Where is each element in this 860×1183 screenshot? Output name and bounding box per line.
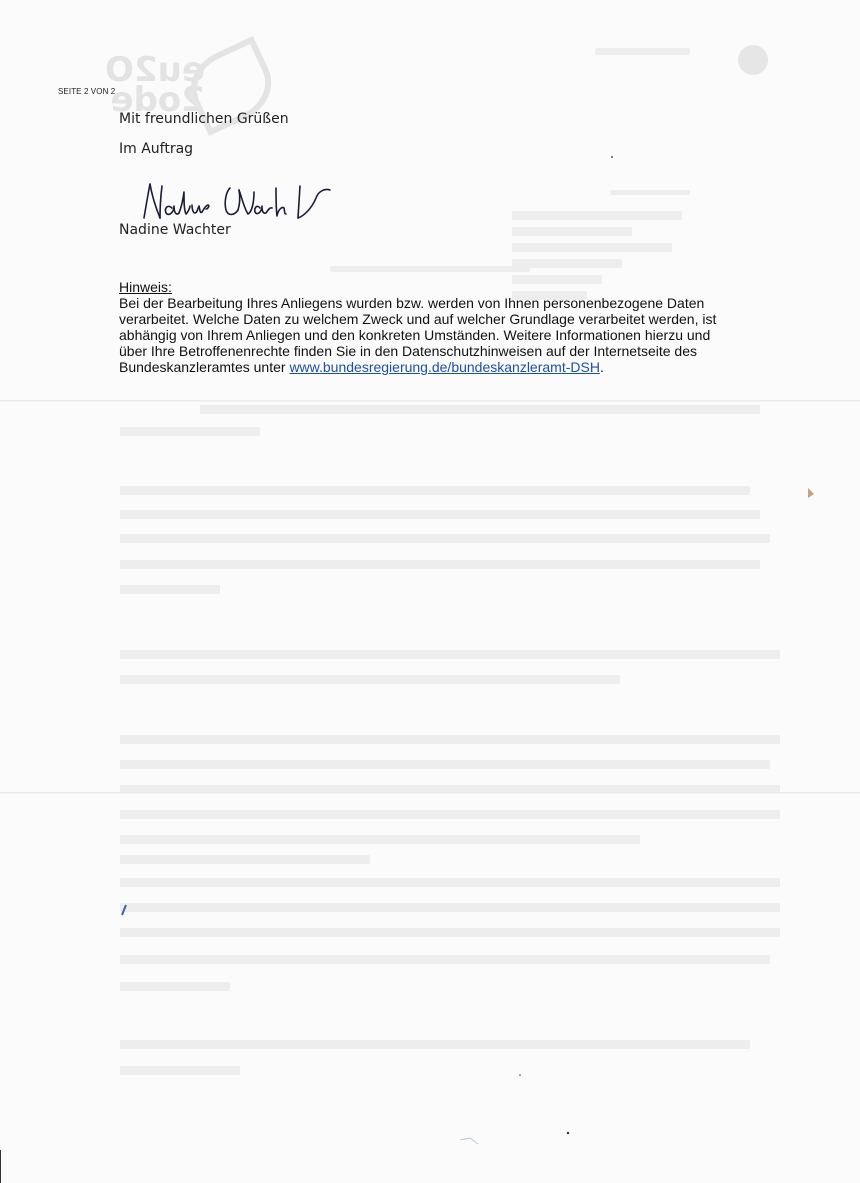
on-behalf-line: Im Auftrag	[119, 141, 194, 157]
watermark-logo: eu2O 2ode	[105, 50, 205, 120]
notice-end: .	[599, 359, 604, 375]
closing-salutation: Mit freundlichen Grüßen	[119, 111, 289, 127]
signer-name: Nadine Wachter	[119, 222, 231, 238]
notice-title: Hinweis:	[119, 279, 172, 295]
privacy-policy-link[interactable]: www.bundesregierung.de/bundeskanzleramt-DSH	[289, 359, 600, 375]
page-number: SEITE 2 VON 2	[58, 87, 116, 96]
notice-body: Bei der Bearbeitung Ihres Anliegens wurden bzw. werden von Ihnen personenbezogene Daten verarbeitet. Welche Daten zu welchem Zweck und auf welcher Grundlage verarbeitet werden, ist abhängig von Ihrem Anliegen und den konkreten Umständen. Weitere Informationen hierzu und über Ihre Betroffenenrechte finden Sie in den Datenschutzhinweisen auf der Internetseite des Bundeskanzleramtes unter	[119, 295, 717, 375]
